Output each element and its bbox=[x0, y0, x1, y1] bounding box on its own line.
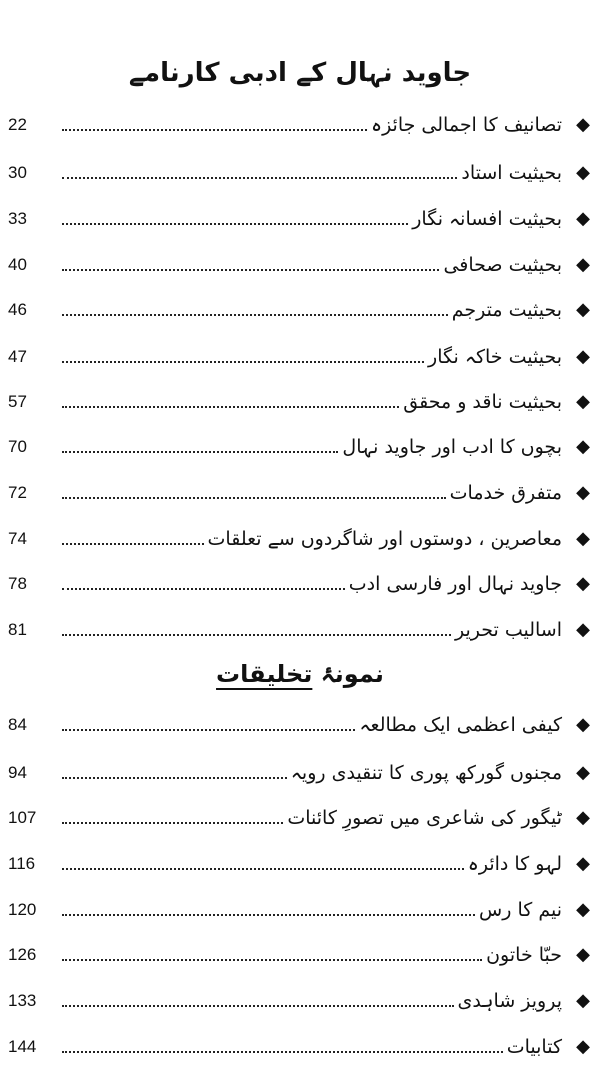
toc-page-number: 120 bbox=[8, 900, 37, 919]
diamond-bullet-icon: ◆ bbox=[576, 573, 590, 594]
toc-entry-title: تصانیف کا اجمالی جائزہ bbox=[370, 114, 562, 136]
toc-page-number: 40 bbox=[8, 255, 27, 274]
diamond-bullet-icon: ◆ bbox=[576, 436, 590, 457]
heading-prefix: نمونۂ bbox=[312, 660, 384, 688]
toc-page-number: 133 bbox=[8, 991, 37, 1010]
toc-entry-title: بحیثیت استاد bbox=[461, 162, 562, 184]
diamond-bullet-icon: ◆ bbox=[576, 346, 590, 367]
diamond-bullet-icon: ◆ bbox=[576, 990, 590, 1011]
diamond-bullet-icon: ◆ bbox=[576, 762, 590, 783]
toc-entry[interactable] bbox=[8, 793, 592, 833]
toc-page-number: 94 bbox=[8, 763, 27, 782]
diamond-bullet-icon: ◆ bbox=[576, 714, 590, 735]
dot-leader bbox=[62, 1051, 503, 1053]
toc-page-number: 33 bbox=[8, 209, 27, 228]
toc-entry[interactable] bbox=[8, 976, 592, 1016]
toc-page-number: 78 bbox=[8, 574, 27, 593]
dot-leader bbox=[62, 361, 424, 363]
toc-page-number: 72 bbox=[8, 483, 27, 502]
toc-entry[interactable] bbox=[8, 930, 592, 970]
diamond-bullet-icon: ◆ bbox=[576, 807, 590, 828]
toc-page-number: 70 bbox=[8, 437, 27, 456]
dot-leader bbox=[62, 1005, 454, 1007]
diamond-bullet-icon: ◆ bbox=[576, 853, 590, 874]
diamond-bullet-icon: ◆ bbox=[576, 254, 590, 275]
diamond-bullet-icon: ◆ bbox=[576, 162, 590, 183]
toc-entry-title: بچوں کا ادب اور جاوید نہال bbox=[342, 436, 562, 458]
dot-leader bbox=[62, 129, 367, 131]
toc-entry[interactable] bbox=[8, 422, 592, 462]
toc-entry[interactable] bbox=[8, 514, 592, 554]
toc-page-number: 116 bbox=[8, 854, 36, 873]
diamond-bullet-icon: ◆ bbox=[576, 899, 590, 920]
toc-entry-title: بحیثیت خاکہ نگار bbox=[428, 346, 562, 368]
toc-entry[interactable] bbox=[8, 839, 592, 879]
dot-leader bbox=[62, 729, 355, 731]
toc-entry[interactable] bbox=[8, 194, 592, 234]
diamond-bullet-icon: ◆ bbox=[576, 528, 590, 549]
toc-entry[interactable] bbox=[8, 468, 592, 508]
toc-entry-title: بحیثیت ناقد و محقق bbox=[403, 391, 562, 413]
dot-leader bbox=[62, 223, 408, 225]
toc-entry[interactable] bbox=[8, 148, 592, 188]
dot-leader bbox=[62, 314, 448, 316]
dot-leader bbox=[62, 959, 482, 961]
toc-entry-title: ٹیگور کی شاعری میں تصورِ کائنات bbox=[287, 807, 562, 829]
diamond-bullet-icon: ◆ bbox=[576, 1036, 590, 1057]
toc-entry-title: حبّا خاتون bbox=[486, 944, 562, 966]
toc-entry[interactable] bbox=[8, 748, 592, 788]
dot-leader bbox=[62, 269, 439, 271]
section-heading-literary-achievements: جاوید نہال کے ادبی کارنامے bbox=[128, 58, 472, 88]
toc-page-number: 126 bbox=[8, 945, 37, 964]
dot-leader bbox=[62, 177, 457, 179]
toc-entry-title: جاوید نہال اور فارسی ادب bbox=[348, 573, 562, 595]
toc-page-number: 81 bbox=[8, 620, 27, 639]
diamond-bullet-icon: ◆ bbox=[576, 299, 590, 320]
toc-entry-title: اسالیب تحریر bbox=[454, 619, 562, 641]
toc-entry-title: بحیثیت افسانہ نگار bbox=[412, 208, 562, 230]
toc-page-number: 74 bbox=[8, 529, 27, 548]
diamond-bullet-icon: ◆ bbox=[576, 619, 590, 640]
dot-leader bbox=[62, 822, 283, 824]
dot-leader bbox=[62, 588, 345, 590]
toc-entry-title: پرویز شاہدی bbox=[457, 990, 562, 1012]
toc-entry[interactable] bbox=[8, 332, 592, 372]
dot-leader bbox=[62, 868, 464, 870]
toc-entry-title: بحیثیت مترجم bbox=[451, 299, 562, 321]
dot-leader bbox=[62, 634, 451, 636]
dot-leader bbox=[62, 777, 287, 779]
toc-page-number: 84 bbox=[8, 715, 27, 734]
dot-leader bbox=[62, 543, 204, 545]
toc-page-number: 57 bbox=[8, 392, 27, 411]
toc-entry[interactable] bbox=[8, 700, 592, 740]
toc-entry-title: متفرق خدمات bbox=[449, 482, 562, 504]
toc-entry[interactable] bbox=[8, 885, 592, 925]
toc-page-number: 47 bbox=[8, 347, 27, 366]
toc-entry-title: معاصرین ، دوستوں اور شاگردوں سے تعلقات bbox=[207, 528, 562, 550]
toc-page-number: 22 bbox=[8, 115, 27, 134]
heading-underlined-word: تخلیقات bbox=[216, 660, 313, 688]
toc-entry[interactable] bbox=[8, 377, 592, 417]
dot-leader bbox=[62, 497, 446, 499]
toc-entry[interactable] bbox=[8, 240, 592, 280]
toc-entry-title: نیم کا رس bbox=[479, 899, 562, 921]
toc-page-number: 107 bbox=[8, 808, 37, 827]
toc-entry[interactable] bbox=[8, 285, 592, 325]
toc-page-number: 46 bbox=[8, 300, 27, 319]
toc-entry[interactable] bbox=[8, 605, 592, 645]
diamond-bullet-icon: ◆ bbox=[576, 114, 590, 135]
diamond-bullet-icon: ◆ bbox=[576, 944, 590, 965]
toc-page-number: 144 bbox=[8, 1037, 37, 1056]
diamond-bullet-icon: ◆ bbox=[576, 391, 590, 412]
dot-leader bbox=[62, 451, 338, 453]
toc-page-number: 30 bbox=[8, 163, 27, 182]
diamond-bullet-icon: ◆ bbox=[576, 208, 590, 229]
dot-leader bbox=[62, 406, 399, 408]
toc-entry[interactable] bbox=[8, 1022, 592, 1062]
toc-entry[interactable] bbox=[8, 100, 592, 140]
toc-entry-title: مجنوں گورکھ پوری کا تنقیدی رویہ bbox=[290, 762, 562, 784]
diamond-bullet-icon: ◆ bbox=[576, 482, 590, 503]
toc-entry-title: کتابیات bbox=[506, 1036, 562, 1058]
toc-entry-title: کیفی اعظمی ایک مطالعہ bbox=[359, 714, 562, 736]
dot-leader bbox=[62, 914, 475, 916]
toc-entry-title: لہو کا دائرہ bbox=[467, 853, 562, 875]
toc-entry[interactable] bbox=[8, 559, 592, 599]
toc-entry-title: بحیثیت صحافی bbox=[443, 254, 562, 276]
